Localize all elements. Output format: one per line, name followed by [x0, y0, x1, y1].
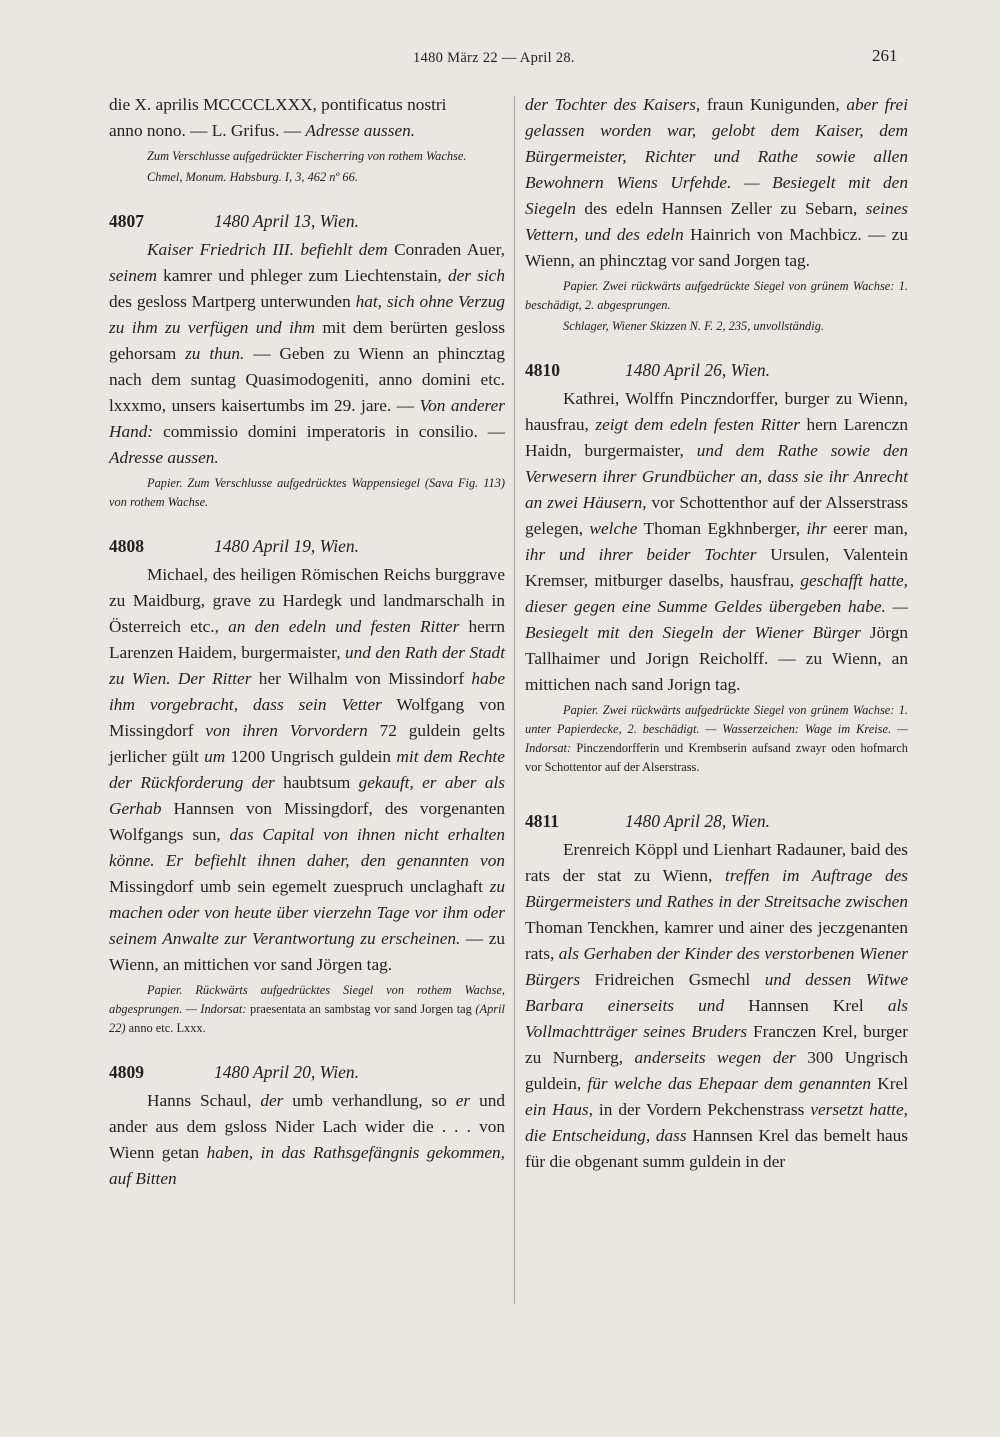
entry-header-4811 — [525, 807, 908, 837]
entry-date: 1480 April 20, Wien. — [214, 1062, 360, 1082]
entry-date: 1480 April 13, Wien. — [214, 211, 360, 231]
column-divider — [514, 96, 515, 1304]
citation: Chmel, Monum. Habsburg. I, 3, 462 nº 66. — [147, 170, 358, 184]
right-column — [525, 92, 908, 1175]
entry-number: 4808 — [109, 536, 144, 556]
entry-text-4811: Erenreich Köppl und Lienhart Radauner, baid des rats der stat zu Wienn, treffen im Auftrage des Bürgermeisters und Rathes in der Streitsache zwischen Thoman Tenckhen, kamrer und ainer des jeczgenanten rats, als Gerhaben der Kinder des verstorbenen Wiener Bürgers Fridreichen Gsmechl und dessen Witwe Barbara einerseits und Hannsen Krel als Vollmachtträger seines Bruders Franczen Krel, burger zu Nurnberg, anderseits wegen der 300 Ungrisch guldein, für welche das Ehepaar dem genannten Krel ein Haus, in der Vordern Pekchenstrass versetzt hatte, die Entscheidung, dass Hannsen Krel das bemelt haus für die obgenant summ guldein in der — [525, 840, 909, 1171]
entry-text-4808: Michael, des heiligen Römischen Reichs burggrave zu Maidburg, grave zu Hardegk und landmarschalh in Österreich etc., an den edeln und festen Ritter herrn Larenzen Haidem, burgermaister, und den Rath der Stadt zu Wien. Der Ritter her Wilhalm von Missindorf habe ihm vorgebracht, dass sein Vetter Wolfgang von Missingdorf von ihren Vorvordern 72 guldein gelts jerlicher gült um 1200 Ungrisch guldein mit dem Rechte der Rückforderung der haubtsum gekauft, er aber als Gerhab Hannsen von Missingdorf, des vorgenanten Wolfgangs sun, das Capital von ihnen nicht erhalten könne. Er befiehlt ihnen daher, den genannten von Missingdorf umb sein egemelt zuespruch unclaghaft zu machen oder von heute über vierzehn Tage vor ihm oder seinem Anwalte zur Verantwortung zu erscheinen. — zu Wienn, an mittichen vor sand Jörgen tag. — [109, 565, 506, 974]
entry-number: 4807 — [109, 211, 144, 231]
left-column — [109, 92, 505, 1192]
entry-number: 4811 — [525, 811, 560, 831]
entry-header-4807 — [109, 207, 505, 237]
entry-header-4810 — [525, 356, 908, 386]
entry-date: 1480 April 19, Wien. — [214, 536, 360, 556]
entry-text-4809: Hanns Schaul, der umb verhandlung, so er und ander aus dem gsloss Nider Lach wider die . . . von Wienn getan haben, in das Rathsgefängnis gekommen, auf Bitten — [109, 1091, 506, 1188]
running-head: 1480 März 22 — April 28. — [413, 50, 575, 66]
footnote: Papier. Zwei rückwärts aufgedrückte Siegel von grünem Wachse: 1. beschädigt, 2. abgesprungen. — [525, 279, 908, 312]
entry-text-4807: Kaiser Friedrich III. befiehlt dem Conraden Auer, seinem kamrer und phleger zum Liechtenstain, der sich des gesloss Martperg unterwunden hat, sich ohne Verzug zu ihm zu verfügen und ihm mit dem berürten gesloss gehorsam zu thun. — Geben zu Wienn an phincztag nach dem suntag Quasimodogeniti, anno domini etc. lxxxmo, unsers kaisertumbs im 29. jare. — Von anderer Hand: commissio domini imperatoris in consilio. — Adresse aussen. — [109, 240, 506, 467]
entry-header-4808 — [109, 532, 505, 562]
entry-date: 1480 April 28, Wien. — [625, 811, 771, 831]
citation: Schlager, Wiener Skizzen N. F. 2, 235, unvollständig. — [563, 319, 824, 333]
carry-over-text: der Tochter des Kaisers, fraun Kunigunden, aber frei gelassen worden war, gelobt dem Kaiser, dem Bürgermeister, Richter und Rathe sowie allen Bewohnern Wiens Urfehde. — Besiegelt mit den Siegeln des edeln Hannsen Zeller zu Sebarn, seines Vettern, und des edeln Hainrich von Machbicz. — zu Wienn, an phincztag vor sand Jorgen tag. — [525, 95, 908, 270]
carry-over-text: die X. aprilis MCCCCLXXX, pontificatus nostri anno nono. — L. Grifus. — Adresse aussen. — [109, 95, 447, 140]
footnote: Papier. Rückwärts aufgedrücktes Siegel von rothem Wachse, abgesprungen. — Indorsat: praesentata an sambstag vor sand Jorgen tag (April 22) anno etc. Lxxx. — [109, 983, 505, 1035]
page-number: 261 — [872, 46, 898, 65]
footnote: Papier. Zum Verschlusse aufgedrücktes Wappensiegel (Sava Fig. 113) von rothem Wachse. — [109, 476, 505, 509]
footnote: Zum Verschlusse aufgedrückter Fischerring von rothem Wachse. — [147, 149, 467, 163]
footnote: Papier. Zwei rückwärts aufgedrückte Siegel von grünem Wachse: 1. unter Papierdecke, 2. beschädigt. — Wasserzeichen: Wage im Kreise. — Indorsat: Pinczendorfferin und Krembserin aufsand zwayr oden hofmarch vor Schottentor auf der Alserstrass. — [525, 703, 908, 774]
entry-date: 1480 April 26, Wien. — [625, 360, 771, 380]
entry-header-4809 — [109, 1058, 505, 1088]
entry-number: 4809 — [109, 1062, 144, 1082]
entry-text-4810: Kathrei, Wolffn Pinczndorffer, burger zu Wienn, hausfrau, zeigt dem edeln festen Ritter hern Larenczn Haidn, burgermaister, und dem Rathe sowie den Verwesern ihrer Grundbücher an, dass sie ihr Anrecht an zwei Häusern, vor Schottenthor auf der Alsserstrass gelegen, welche Thoman Egkhnberger, ihr eerer man, ihr und ihrer beider Tochter Ursulen, Valentein Kremser, mitburger daselbs, hausfrau, geschafft hatte, dieser gegen eine Summe Geldes übergeben habe. — Besiegelt mit den Siegeln der Wiener Bürger Jörgn Tallhaimer und Jorign Reicholff. — zu Wienn, an mittichen nach sand Jorign tag. — [525, 389, 908, 694]
entry-number: 4810 — [525, 360, 560, 380]
